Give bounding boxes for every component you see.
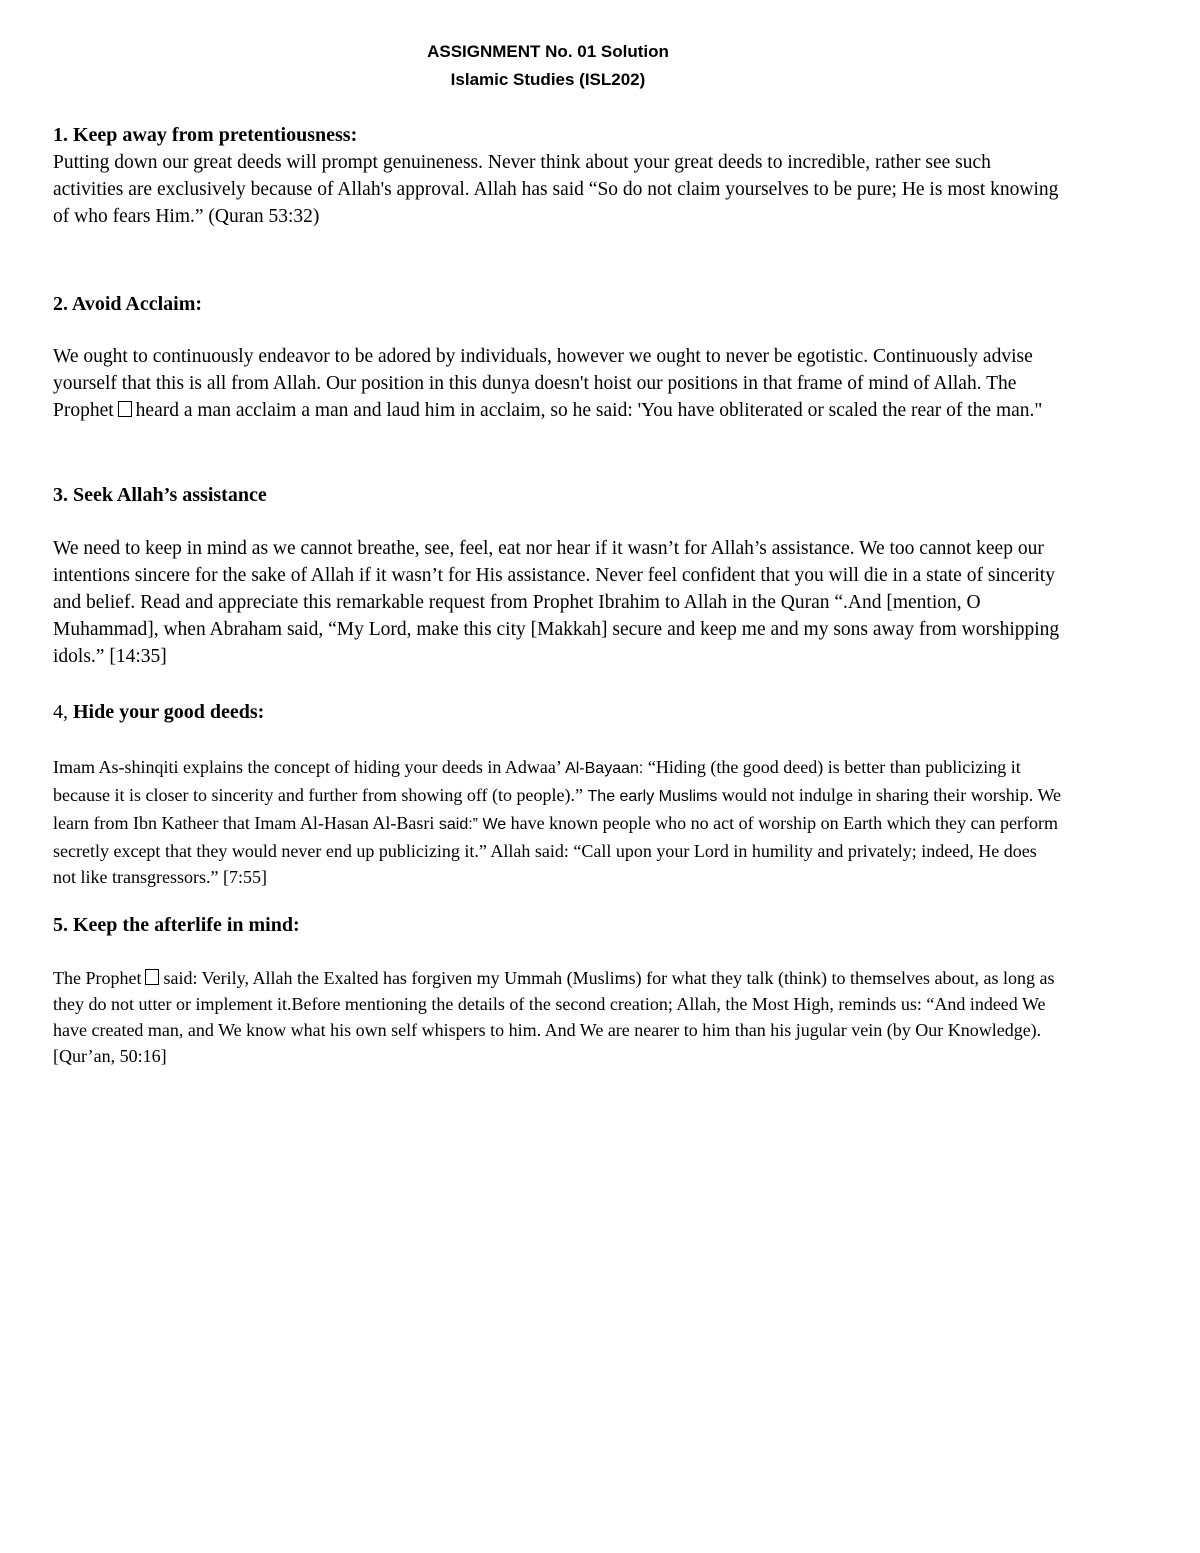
section-avoid-acclaim (53, 291, 1063, 424)
section-hide-deeds (53, 699, 1063, 890)
section-seek-assistance (53, 482, 1063, 670)
missing-glyph-icon (118, 401, 132, 417)
section-body: The Prophet said: Verily, Allah the Exalted has forgiven my Ummah (Muslims) for what they talk (think) to themselves about, as long as they do not utter or implement it.Before mentioning the details of the second creation; Allah, the Most High, reminds us: “And indeed We have created man, and We know what his own self whispers to him. And We are nearer to him than his jugular vein (by Our Knowledge). [Qur’an, 50:16] (53, 968, 1055, 1066)
section-body: Putting down our great deeds will prompt genuineness. Never think about your great deeds to incredible, rather see such activities are exclusively because of Allah's approval. Allah has said “So do not claim yourselves to be pure; He is most knowing of who fears Him.” (Quran 53:32) (53, 152, 1059, 227)
section-body: We ought to continuously endeavor to be adored by individuals, however we ought to never be egotistic. Continuously advise yourself that this is all from Allah. Our position in this dunya doesn't hoist our positions in that frame of mind of Allah. The Prophet heard a man acclaim a man and laud him in acclaim, so he said: 'You have obliterated or scaled the rear of the man." (53, 346, 1043, 421)
section-heading: 2. Avoid Acclaim: (53, 293, 203, 315)
section-body: We need to keep in mind as we cannot breathe, see, feel, eat nor hear if it wasn’t for Allah’s assistance. We too cannot keep our intentions sincere for the sake of Allah if it wasn’t for His assistance. Never feel confident that you will die in a state of sincerity and belief. Read and appreciate this remarkable request from Prophet Ibrahim to Allah in the Quran “.And [mention, O Muhammad], when Abraham said, “My Lord, make this city [Makkah] secure and keep me and my sons away from worshipping idols.” [14:35] (53, 538, 1060, 667)
section-pretentiousness (53, 122, 1063, 230)
section-body: Imam As-shinqiti explains the concept of hiding your deeds in Adwaa’ Al-Bayaan: “Hiding (the good deed) is better than publicizing it because it is closer to sincerity and further from showing off (to people).” The early Muslims would not indulge in sharing their worship. We learn from Ibn Katheer that Imam Al-Hasan Al-Basri said:” We have known people who no act of worship on Earth which they can perform secretly except that they would never end up publicizing it.” Allah said: “Call upon your Lord in humility and privately; indeed, He does not like transgressors.” [7:55] (53, 757, 1062, 887)
document-subtitle: Islamic Studies (ISL202) (450, 70, 646, 89)
missing-glyph-icon (145, 969, 159, 985)
section-heading: 3. Seek Allah’s assistance (53, 484, 267, 506)
document-header (0, 38, 1096, 94)
section-heading: 1. Keep away from pretentiousness: (53, 124, 358, 146)
document-title: ASSIGNMENT No. 01 Solution (427, 42, 669, 61)
section-heading: 4, Hide your good deeds: (53, 701, 265, 723)
section-afterlife (53, 912, 1063, 1069)
section-heading: 5. Keep the afterlife in mind: (53, 914, 300, 936)
